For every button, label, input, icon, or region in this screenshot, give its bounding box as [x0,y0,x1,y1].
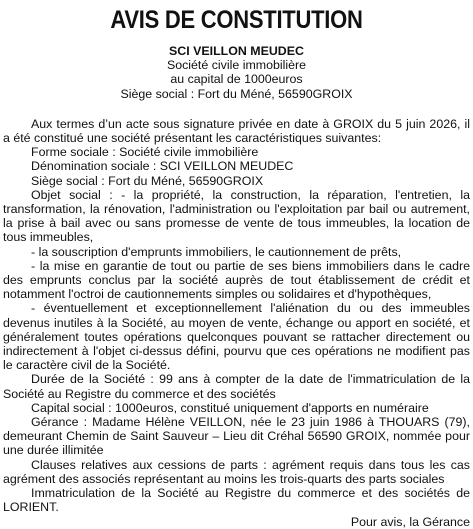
signature: Pour avis, la Gérance [350,514,470,529]
forme-sociale: Forme sociale : Société civile immobilière [31,145,259,160]
company-form: Société civile immobilière [166,58,307,73]
company-capital: au capital de 1000euros [170,72,303,87]
gerance: Gérance : Madame Hélène VEILLON, née le 23 juin 1986 à THOUARS (79), demeurant Chemin de Saint Sauveur – Lieu dit Créhal 56590 GROIX, nommée pour une durée illimitée [3,415,470,458]
objet-social: Objet social : - la propriété, la construction, la réparation, l'entretien, la transformation, la rénovation, l'administration ou l'exploitation par bail ou autrement, la prise à bail avec ou sans promesse de vente de tous immeubles, la location de tous immeubles, [3,187,470,245]
objet-social-emprunts: - la souscription d'emprunts immobiliers, le cautionnement de prêts, [31,244,402,259]
immatriculation: Immatriculation de la Société au Registre du commerce et des sociétés de LORIENT. [3,486,470,515]
notice-title: AVIS DE CONSTITUTION [110,6,363,34]
denomination-sociale: Dénomination sociale : SCI VEILLON MEUDEC [31,159,294,174]
intro-paragraph: Aux termes d’un acte sous signature privée en date à GROIX du 5 juin 2026, il a été constitué une société présentant les caractéristiques suivantes: [3,116,470,146]
duree-societe: Durée de la Société : 99 ans à compter de la date de l'immatriculation de la Société au Registre du commerce et des sociétés [3,372,470,401]
objet-social-garantie: - la mise en garantie de tout ou partie de ses biens immobiliers dans le cadre des emprunts conclus par la société auprès de tout établissement de crédit et notamment l'octroi de cautionnements simples ou solidaires et d'hypothèques, [3,258,470,302]
company-name: SCI VEILLON MEUDEC [169,44,304,58]
siege-social: Siège social : Fort du Méné, 56590GROIX [31,173,264,188]
company-seat: Siège social : Fort du Méné, 56590GROIX [120,86,353,101]
capital-social: Capital social : 1000euros, constitué uniquement d'apports en numéraire [31,400,429,415]
clauses-cessions: Clauses relatives aux cessions de parts : agrément requis dans tous les cas agrément des associés représentant au moins les trois-quarts des parts sociales [3,457,470,486]
objet-social-alienation: - éventuellement et exceptionnellement l'aliénation du ou des immeubles devenus inutiles à la Société, au moyen de vente, échange ou apport en société, et généralement toutes opérations quelconques pouvant se rattacher directement ou indirectement à l'objet ci-dessus défini, pourvu que ces opérations ne modifient pas le caractère civil de la Société. [3,301,470,373]
